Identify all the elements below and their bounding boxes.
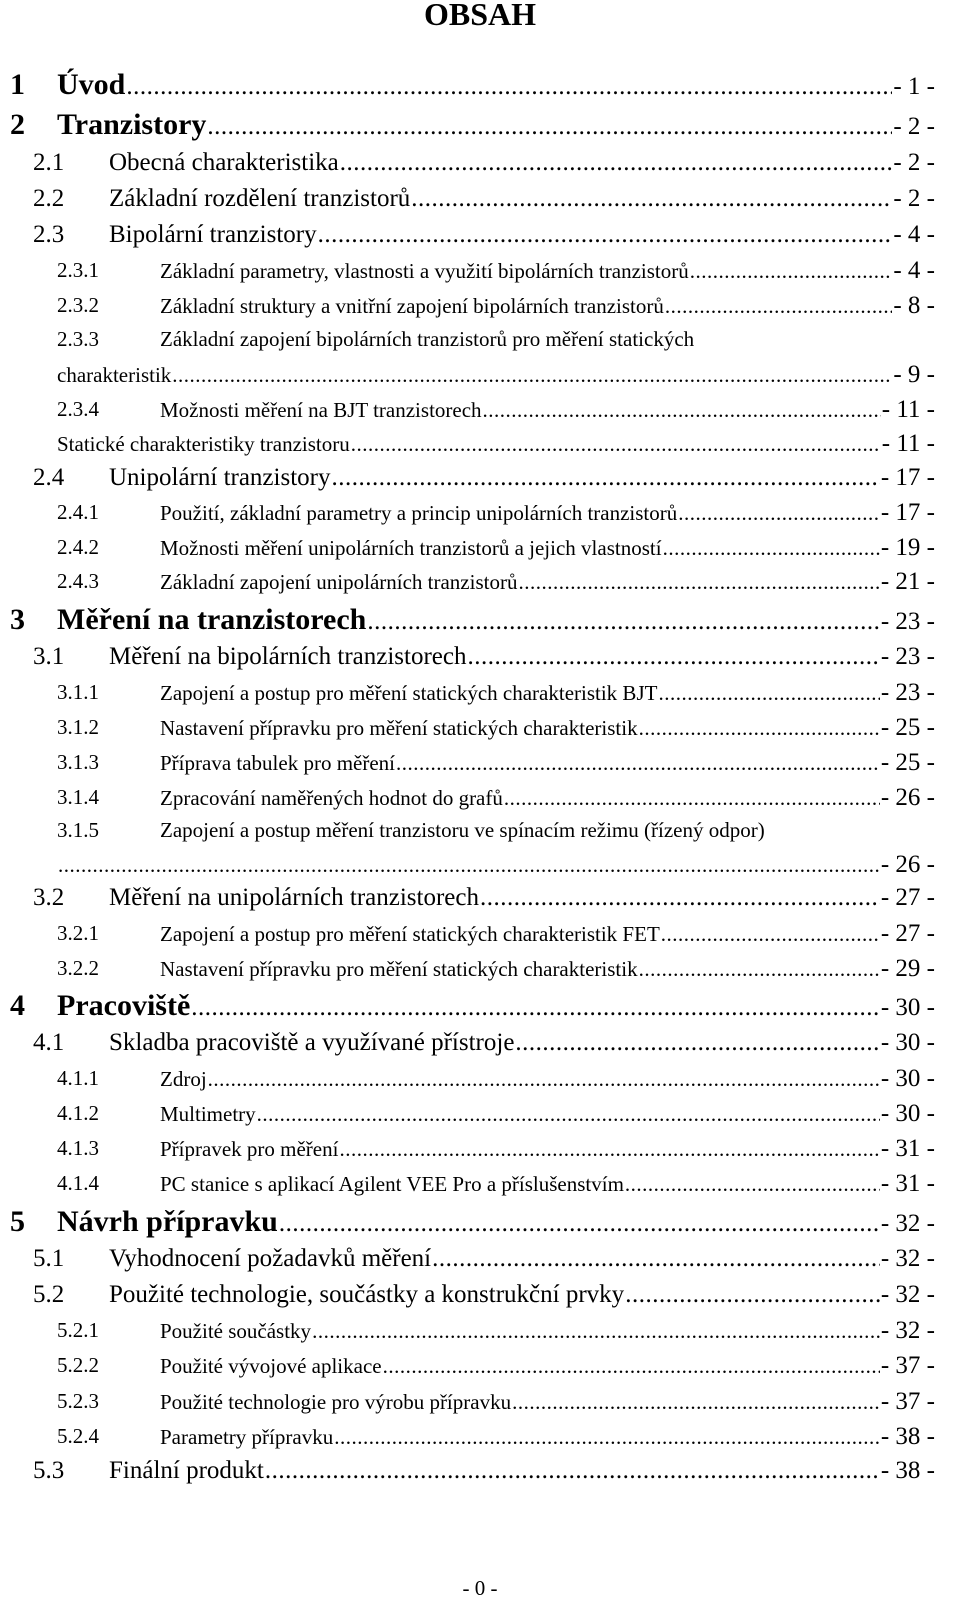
- toc-leader-dots: [351, 427, 881, 462]
- toc-entry[interactable]: [0, 916, 935, 951]
- page-number-footer: - 0 -: [462, 1576, 498, 1600]
- toc-leader-dots: [383, 1349, 880, 1384]
- toc-entry-number: 3.2: [33, 884, 65, 911]
- toc-entry[interactable]: [0, 745, 935, 780]
- toc-entry-title: Unipolární tranzistory: [109, 464, 331, 491]
- toc-entry-page: - 32 -: [880, 1210, 935, 1237]
- toc-entry-title: Parametry přípravku: [160, 1425, 334, 1449]
- toc-entry[interactable]: [0, 600, 935, 640]
- toc-entry-title: Možnosti měření unipolárních tranzistorů a jejich vlastností: [160, 536, 662, 560]
- toc-leader-dots: [504, 781, 880, 816]
- toc-leader-dots: [663, 531, 880, 566]
- toc-entry-number: 3.1.5: [57, 818, 99, 842]
- toc-entry-title: Vyhodnocení požadavků měření: [109, 1245, 432, 1272]
- toc-entry-page: - 32 -: [880, 1281, 935, 1308]
- toc-entry-title: Nastavení přípravku pro měření statických charakteristik: [160, 716, 638, 740]
- toc-entry[interactable]: [0, 1166, 935, 1201]
- toc-leader-dots: [191, 988, 880, 1028]
- toc-entry-continuation[interactable]: [0, 357, 935, 392]
- toc-leader-dots: [639, 711, 880, 746]
- toc-entry-title: Použité technologie pro výrobu přípravku: [160, 1390, 512, 1414]
- toc-leader-dots: [340, 145, 893, 181]
- toc-entry[interactable]: [0, 639, 935, 675]
- toc-entry-page: - 38 -: [880, 1423, 935, 1450]
- toc-entry-page: - 32 -: [880, 1245, 935, 1272]
- toc-entry-page: - 32 -: [880, 1317, 935, 1344]
- toc-entry-page: - 30 -: [880, 994, 935, 1021]
- toc-entry-title: PC stanice s aplikací Agilent VEE Pro a příslušenstvím: [160, 1172, 624, 1196]
- toc-entry-title: Pracoviště: [57, 989, 191, 1022]
- toc-entry[interactable]: [0, 1202, 935, 1242]
- toc-entry[interactable]: [0, 564, 935, 599]
- toc-entry-page: - 37 -: [880, 1388, 935, 1415]
- toc-entry-page: - 2 -: [893, 185, 935, 212]
- toc-leader-dots: [665, 289, 892, 324]
- toc-leader-dots: [367, 602, 879, 642]
- toc-entry[interactable]: [0, 288, 935, 323]
- toc-entry-number: 5.2.4: [57, 1424, 99, 1448]
- toc-entry[interactable]: [0, 1131, 935, 1166]
- toc-leader-dots: [334, 1420, 880, 1455]
- toc-entry[interactable]: [0, 710, 935, 745]
- toc-entry-title-continued: charakteristik: [57, 363, 172, 387]
- toc-entry-number: 3.1.1: [57, 680, 99, 704]
- toc-entry-page: - 27 -: [880, 884, 935, 911]
- toc-leader-dots: [257, 1097, 880, 1132]
- toc-entry[interactable]: [0, 1025, 935, 1061]
- toc-entry-page: - 37 -: [880, 1352, 935, 1379]
- toc-entry[interactable]: [0, 426, 935, 461]
- toc-entry-number: 3.2.2: [57, 956, 99, 980]
- toc-leader-dots: [126, 67, 892, 107]
- toc-entry-title: Úvod: [57, 68, 126, 101]
- toc-entry-page: - 17 -: [880, 464, 935, 491]
- toc-entry-number: 2.3.3: [57, 327, 99, 351]
- toc-entry-number: 2.4.1: [57, 500, 99, 524]
- toc-entry-page: - 21 -: [880, 568, 935, 595]
- toc-entry-number: 2.4.3: [57, 569, 99, 593]
- toc-leader-dots: [678, 496, 880, 531]
- toc-entry-title: Statické charakteristiky tranzistoru: [57, 432, 350, 456]
- toc-entry-title: Použití, základní parametry a princip unipolárních tranzistorů: [160, 501, 678, 525]
- toc-entry-page: - 30 -: [880, 1100, 935, 1127]
- toc-entry[interactable]: [0, 1096, 935, 1131]
- toc-entry-title: Měření na unipolárních tranzistorech: [109, 884, 479, 911]
- toc-entry-title: Základní parametry, vlastnosti a využití bipolárních tranzistorů: [160, 259, 689, 283]
- toc-entry-page: - 11 -: [881, 396, 935, 423]
- toc-entry-number: 4.1.3: [57, 1136, 99, 1160]
- toc-entry-number: 5.3: [33, 1457, 65, 1484]
- toc-entry[interactable]: [0, 780, 935, 815]
- toc-entry-page: - 8 -: [893, 292, 935, 319]
- toc-entry-title: Měření na bipolárních tranzistorech: [109, 643, 467, 670]
- toc-entry-title: Použité součástky: [160, 1319, 312, 1343]
- page-title: OBSAH: [423, 0, 537, 32]
- toc-leader-dots: [339, 1132, 879, 1167]
- toc-entry[interactable]: [0, 253, 935, 288]
- toc-entry[interactable]: [0, 460, 935, 496]
- toc-entry[interactable]: [0, 392, 935, 427]
- toc-entry[interactable]: [0, 1384, 935, 1419]
- toc-entry-number: 5.2.3: [57, 1389, 99, 1413]
- toc-entry-title: Zapojení a postup měření tranzistoru ve spínacím režimu (řízený odpor): [160, 818, 765, 842]
- toc-entry[interactable]: [0, 322, 935, 357]
- toc-entry-number: 2.3.1: [57, 258, 99, 282]
- toc-entry-title: Zdroj: [160, 1067, 207, 1091]
- toc-entry-title: Návrh přípravku: [57, 1205, 278, 1238]
- toc-leader-dots: [690, 254, 893, 289]
- toc-entry[interactable]: [0, 1419, 935, 1454]
- toc-leader-dots: [432, 1241, 880, 1277]
- toc-entry-number: 4.1.4: [57, 1171, 99, 1195]
- toc-entry-title: Základní rozdělení tranzistorů: [109, 185, 411, 212]
- toc-entry-title: Zapojení a postup pro měření statických charakteristik FET: [160, 922, 660, 946]
- toc-leader-dots: [312, 1314, 880, 1349]
- toc-leader-dots: [396, 746, 880, 781]
- toc-entry-title: Finální produkt: [109, 1457, 264, 1484]
- toc-entry-number: 5: [10, 1205, 25, 1238]
- toc-leader-dots: [331, 460, 879, 496]
- toc-entry-title: Základní zapojení unipolárních tranzistorů: [160, 570, 518, 594]
- toc-entry-page: - 2 -: [893, 149, 935, 176]
- toc-entry-title: Bipolární tranzistory: [109, 221, 317, 248]
- toc-entry-page: - 29 -: [880, 955, 935, 982]
- toc-leader-dots: [265, 1453, 880, 1489]
- toc-entry-title: Zapojení a postup pro měření statických charakteristik BJT: [160, 681, 658, 705]
- toc-leader-dots: [661, 917, 880, 952]
- toc-entry-number: 2.3.2: [57, 293, 99, 317]
- toc-entry-number: 4.1.2: [57, 1101, 99, 1125]
- toc-entry-number: 4.1.1: [57, 1066, 99, 1090]
- toc-entry-page: - 26 -: [880, 851, 935, 878]
- toc-leader-dots: [207, 107, 892, 147]
- toc-leader-dots: [512, 1385, 880, 1420]
- toc-entry-number: 1: [10, 68, 25, 101]
- toc-leader-dots: [658, 676, 879, 711]
- toc-entry-number: 5.2: [33, 1281, 65, 1308]
- toc-entry-number: 2.3: [33, 221, 65, 248]
- toc-leader-dots: [483, 393, 881, 428]
- toc-entry-page: - 27 -: [880, 920, 935, 947]
- toc-entry-number: 5.2.2: [57, 1353, 99, 1377]
- toc-entry-number: 2: [10, 108, 25, 141]
- toc-entry-title: Základní struktury a vnitřní zapojení bipolárních tranzistorů: [160, 294, 664, 318]
- toc-entry-number: 5.2.1: [57, 1318, 99, 1342]
- toc-entry[interactable]: [0, 675, 935, 710]
- toc-leader-dots: [318, 217, 893, 253]
- toc-entry-title: Tranzistory: [57, 108, 207, 141]
- toc-entry-page: - 25 -: [880, 749, 935, 776]
- toc-leader-dots: [639, 952, 880, 987]
- toc-entry-title: Použité technologie, součástky a konstrukční prvky: [109, 1281, 625, 1308]
- toc-entry-title: Možnosti měření na BJT tranzistorech: [160, 398, 482, 422]
- toc-leader-dots: [468, 639, 880, 675]
- toc-entry[interactable]: [0, 65, 935, 105]
- toc-leader-dots: [411, 181, 892, 217]
- toc-leader-dots: [480, 880, 880, 916]
- toc-entry-number: 2.4: [33, 464, 65, 491]
- toc-entry-page: - 9 -: [893, 361, 935, 388]
- toc-entry-title: Multimetry: [160, 1102, 256, 1126]
- toc-entry-page: - 26 -: [880, 784, 935, 811]
- toc-entry-number: 3.1: [33, 643, 65, 670]
- toc-entry-number: 3.2.1: [57, 921, 99, 945]
- toc-leader-dots: [518, 565, 879, 600]
- toc-entry[interactable]: [0, 813, 935, 848]
- toc-entry[interactable]: [0, 951, 935, 986]
- toc-leader-dots: [208, 1062, 880, 1097]
- toc-entry-number: 2.3.4: [57, 397, 99, 421]
- toc-entry-page: - 19 -: [880, 534, 935, 561]
- toc-entry[interactable]: [0, 986, 935, 1026]
- toc-entry[interactable]: [0, 1277, 935, 1313]
- toc-entry-page: - 23 -: [880, 643, 935, 670]
- toc-entry-title: Zpracování naměřených hodnot do grafů: [160, 786, 503, 810]
- toc-entry-title: Nastavení přípravku pro měření statických charakteristik: [160, 957, 638, 981]
- toc-entry-page: - 30 -: [880, 1029, 935, 1056]
- toc-entry-page: - 31 -: [880, 1135, 935, 1162]
- toc-entry-number: 3: [10, 603, 25, 636]
- toc-leader-dots: [279, 1204, 880, 1244]
- toc-entry[interactable]: [0, 1313, 935, 1348]
- toc-entry-page: - 38 -: [880, 1457, 935, 1484]
- toc-entry-number: 4.1: [33, 1029, 65, 1056]
- toc-entry-number: 3.1.3: [57, 750, 99, 774]
- toc-entry-page: - 4 -: [893, 221, 935, 248]
- toc-entry[interactable]: [0, 217, 935, 253]
- toc-entry-number: 4: [10, 989, 25, 1022]
- toc-entry[interactable]: [0, 880, 935, 916]
- toc-entry-title: Obecná charakteristika: [109, 149, 339, 176]
- toc-leader-dots: [58, 848, 880, 883]
- toc-entry-title: Měření na tranzistorech: [57, 603, 367, 636]
- toc-entry[interactable]: [0, 530, 935, 565]
- toc-entry-title: Přípravek pro měření: [160, 1137, 339, 1161]
- toc-entry-page: - 4 -: [893, 257, 935, 284]
- toc-entry[interactable]: [0, 495, 935, 530]
- toc-entry[interactable]: [0, 145, 935, 181]
- toc-entry-number: 2.2: [33, 185, 65, 212]
- toc-entry-title: Příprava tabulek pro měření: [160, 751, 395, 775]
- toc-entry-number: 3.1.4: [57, 785, 99, 809]
- toc-entry-number: 2.1: [33, 149, 65, 176]
- toc-entry-title: Základní zapojení bipolárních tranzistorů pro měření statických: [160, 327, 695, 351]
- toc-entry-page: - 2 -: [893, 113, 935, 140]
- toc-entry-page: - 23 -: [880, 679, 935, 706]
- toc-entry-page: - 11 -: [881, 430, 935, 457]
- toc-entry-page: - 30 -: [880, 1065, 935, 1092]
- toc-entry[interactable]: [0, 1348, 935, 1383]
- toc-entry-number: 2.4.2: [57, 535, 99, 559]
- toc-entry-page: - 25 -: [880, 714, 935, 741]
- toc-entry-continuation[interactable]: [0, 847, 935, 882]
- toc-leader-dots: [625, 1277, 880, 1313]
- toc-entry[interactable]: [0, 1061, 935, 1096]
- toc-entry[interactable]: [0, 105, 935, 145]
- toc-entry-page: - 31 -: [880, 1170, 935, 1197]
- toc-entry[interactable]: [0, 1453, 935, 1489]
- toc-leader-dots: [515, 1025, 879, 1061]
- toc-entry-title: Použité vývojové aplikace: [160, 1354, 382, 1378]
- toc-entry-number: 3.1.2: [57, 715, 99, 739]
- toc-entry[interactable]: [0, 1241, 935, 1277]
- toc-entry-number: 5.1: [33, 1245, 65, 1272]
- toc-entry[interactable]: [0, 181, 935, 217]
- toc-entry-page: - 1 -: [893, 73, 935, 100]
- toc-entry-page: - 17 -: [880, 499, 935, 526]
- toc-entry-title: Skladba pracoviště a využívané přístroje: [109, 1029, 515, 1056]
- toc-entry-page: - 23 -: [880, 608, 935, 635]
- toc-leader-dots: [172, 358, 892, 393]
- toc-leader-dots: [625, 1167, 880, 1202]
